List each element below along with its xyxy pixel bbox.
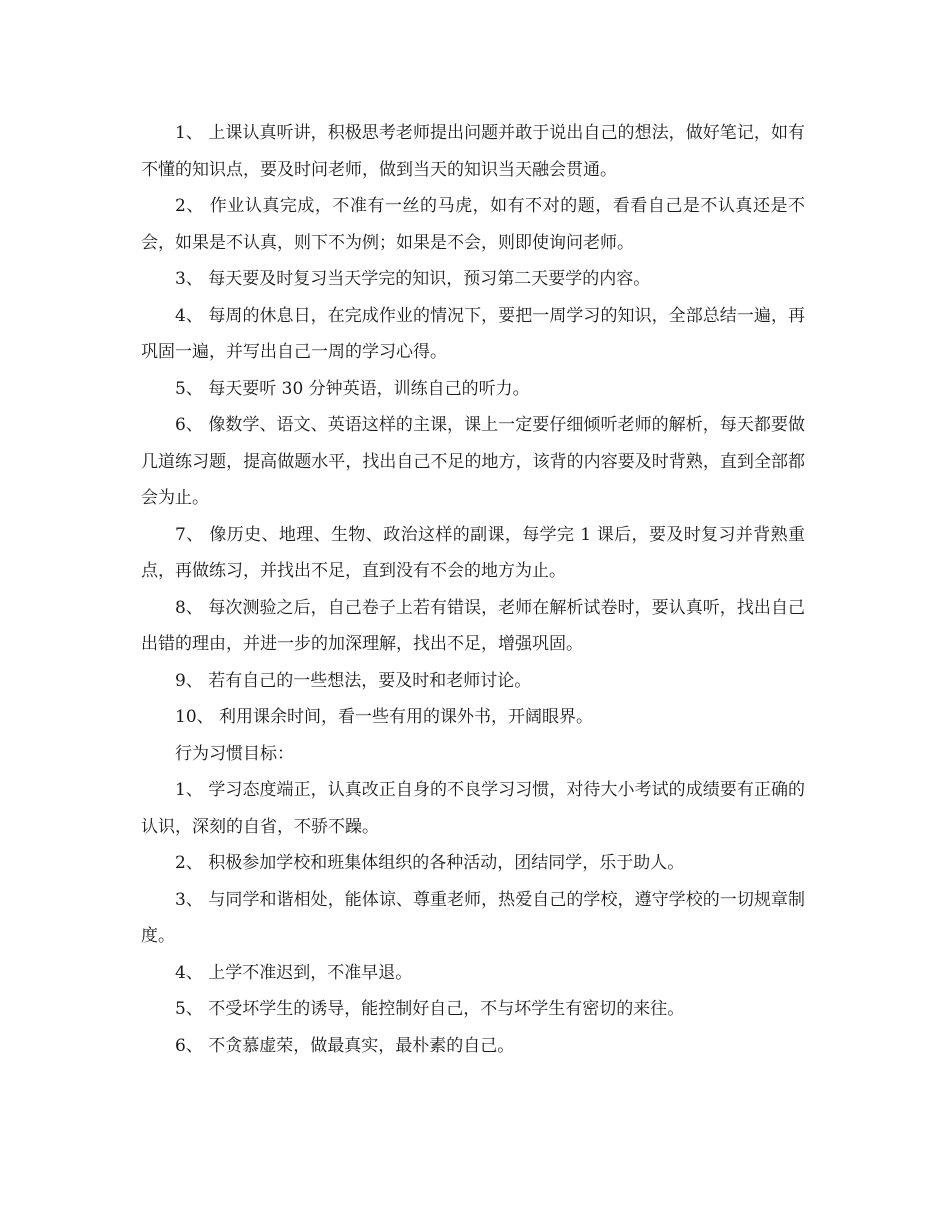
study-goal-4: 4、 每周的休息日，在完成作业的情况下，要把一周学习的知识，全部总结一遍，再巩固一遍，并写出自己一周的学习心得。 <box>141 305 805 362</box>
study-goal-1: 1、 上课认真听讲，积极思考老师提出问题并敢于说出自己的想法，做好笔记，如有不懂的知识点，要及时问老师，做到当天的知识当天融会贯通。 <box>141 123 805 180</box>
study-goal-5: 5、 每天要听 30 分钟英语，训练自己的听力。 <box>175 378 530 399</box>
behavior-goal-3: 3、 与同学和谐相处，能体谅、尊重老师，热爱自己的学校，遵守学校的一切规章制度。 <box>141 889 805 946</box>
behavior-goal-1: 1、 学习态度端正，认真改正自身的不良学习习惯，对待大小考试的成绩要有正确的认识，深刻的自省，不骄不躁。 <box>141 780 805 837</box>
section-heading-behavior: 行为习惯目标： <box>175 743 294 764</box>
behavior-goal-5: 5、 不受坏学生的诱导，能控制好自己，不与坏学生有密切的来往。 <box>175 999 685 1019</box>
behavior-goal-4: 4、 上学不准迟到，不准早退。 <box>175 962 413 983</box>
study-goal-2: 2、 作业认真完成，不准有一丝的马虎，如有不对的题，看看自己是不认真还是不会，如果是不认真，则下不为例；如果是不会，则即使询问老师。 <box>141 196 805 253</box>
study-goal-3: 3、 每天要及时复习当天学完的知识，预习第二天要学的内容。 <box>175 269 651 289</box>
study-goal-8: 8、 每次测验之后，自己卷子上若有错误，老师在解析试卷时，要认真听，找出自己出错的理由，并进一步的加深理解，找出不足，增强巩固。 <box>141 597 805 654</box>
study-goal-9: 9、 若有自己的一些想法，要及时和老师讨论。 <box>175 670 532 691</box>
study-goal-6: 6、 像数学、语文、英语这样的主课，课上一定要仔细倾听老师的解析，每天都要做几道练习题，提高做题水平，找出自己不足的地方，该背的内容要及时背熟，直到全部都会为止。 <box>141 415 805 508</box>
study-goal-7: 7、 像历史、地理、生物、政治这样的副课，每学完 1 课后，要及时复习并背熟重点，再做练习，并找出不足，直到没有不会的地方为止。 <box>141 524 805 581</box>
document-body <box>141 115 805 1064</box>
behavior-goal-2: 2、 积极参加学校和班集体组织的各种活动，团结同学，乐于助人。 <box>175 853 685 873</box>
study-goal-10: 10、 利用课余时间，看一些有用的课外书，开阔眼界。 <box>175 707 594 727</box>
behavior-goal-6: 6、 不贪慕虚荣，做最真实，最朴素的自己。 <box>175 1035 515 1056</box>
